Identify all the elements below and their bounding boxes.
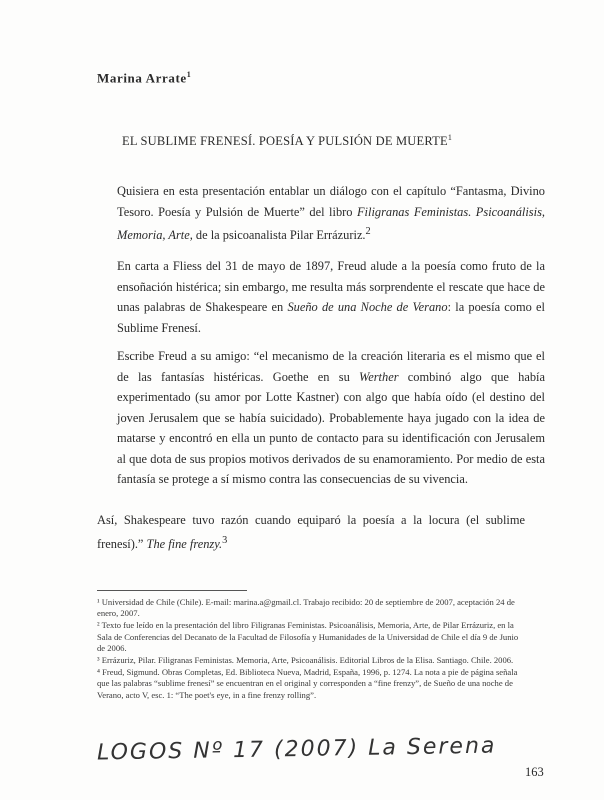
page-number: 163 — [525, 765, 544, 779]
title-footnote-ref: 1 — [447, 133, 453, 142]
footnote-divider — [97, 590, 247, 591]
footnote-3: ³ Errázuriz, Pilar. Filigranas Feministas. Memoria, Arte, Psicoanálisis. Editorial Libros de la Elisa. Santiago. Chile. 2006. — [97, 655, 514, 666]
article-title: EL SUBLIME FRENESÍ. POESÍA Y PULSIÓN DE MUERTE$^1$ — [122, 133, 453, 149]
paragraph-3: Escribe Freud a su amigo: “el mecanismo de la creación literaria es el mismo que el de las fantasías histéricas. Goethe en su Werther combinó algo que había experimentado (su amor por Lotte Kastner) con algo que había oído (el destino del joven Jerusalem que se había suicidado). Probablemente haya jugado con la idea de matarse y encontró en ella un punto de contacto para su identificación con Jerusalem al que dota de sus propios motivos derivados de su enamoramiento. Por medio de esta fantasía se protege a sí mismo contra las consecuencias de su vivencia. — [117, 349, 545, 486]
footnote-ref-2: 2 — [365, 226, 371, 237]
footnote-ref-3: 3 — [222, 534, 228, 546]
paragraph-2: En carta a Fliess del 31 de mayo de 1897, Freud alude a la poesía como fruto de la ensoñación histérica; sin embargo, me resulta más sorprendente el rescate que hace de unas palabras de Shakespeare en Sueño de una Noche de Verano: la poesía como el Sublime Frenesí. — [117, 259, 545, 335]
footnotes — [97, 597, 527, 702]
footnote-1: ¹ Universidad de Chile (Chile). E-mail: marina.a@gmail.cl. Trabajo recibido: 20 de septiembre de 2007, aceptación 24 de enero, 2007. — [97, 597, 515, 619]
footnote-2: ² Texto fue leído en la presentación del libro Filigranas Feministas. Psicoanálisis, Memoria, Arte, de Pilar Errázuriz, en la Sala de Conferencias del Decanato de la Facultad de Filosofía y Humanidades de la Universidad de Chile el día 9 de Junio de 2006. — [97, 620, 519, 653]
paragraph-1: Quisiera en esta presentación entablar un diálogo con el capítulo “Fantasma, Divino Tesoro. Poesía y Pulsión de Muerte” del libro Filigranas Feministas. Psicoanálisis, Memoria, Arte, de la psicoanalista Pilar Errázuriz.$^2$ — [117, 184, 545, 243]
handwritten-annotation: LOGOS Nº 17 (2007) La Serena — [96, 733, 497, 766]
author-name: Marina Arrate$^1$ — [97, 70, 192, 86]
author-footnote-ref: 1 — [186, 70, 192, 79]
footnote-4: ⁴ Freud, Sigmund. Obras Completas, Ed. Biblioteca Nueva, Madrid, España, 1996, p. 1274. La nota a pie de página señala que las palabras “sublime frenesí” se encuentran en el original y corresponden a “fine frenzy”, de Sueño de una noche de Verano, acto V, esc. 1: “The poet's eye, in a fine frenzy rolling”. — [97, 667, 518, 700]
paragraph-4: Así, Shakespeare tuvo razón cuando equiparó la poesía a la locura (el sublime frenesí).” The fine frenzy.$^3$ — [97, 513, 525, 551]
